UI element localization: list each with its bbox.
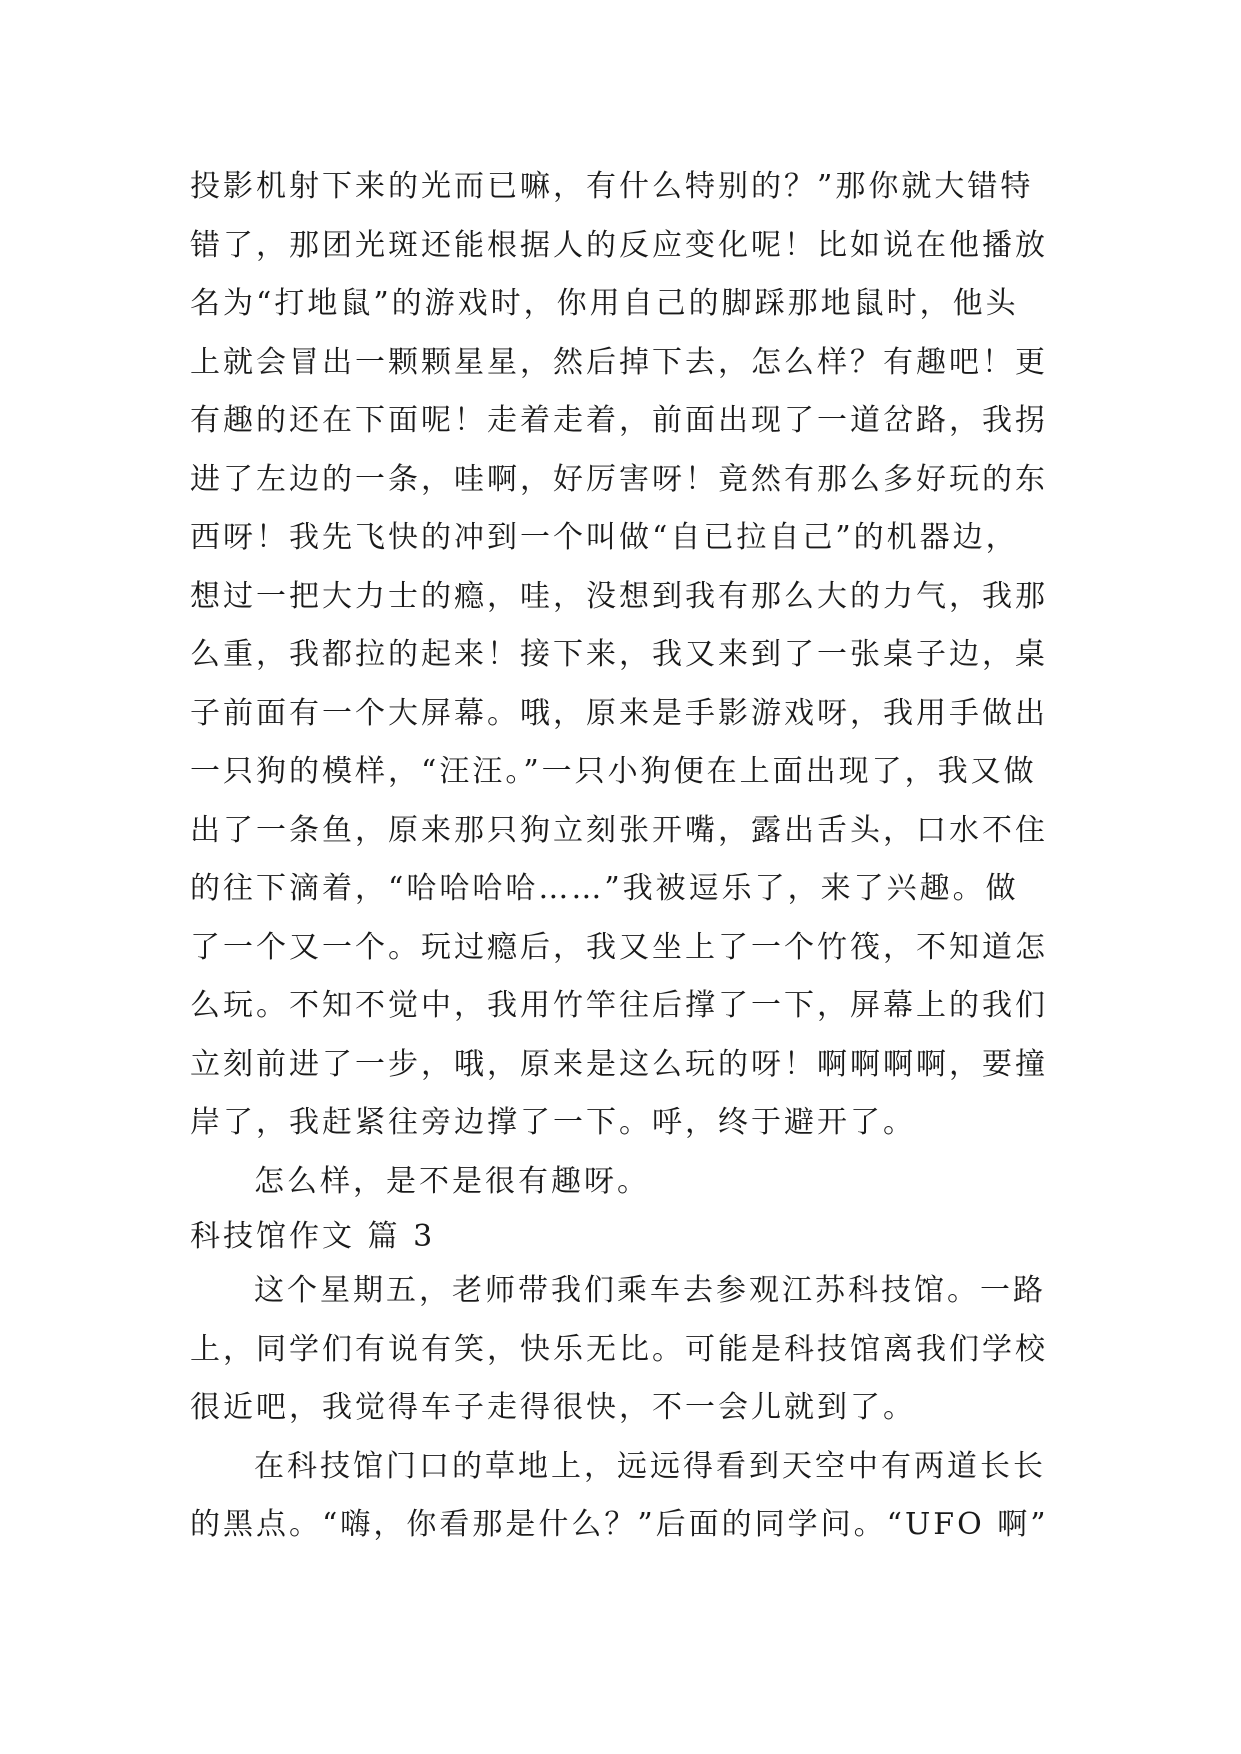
text-line: 错了，那团光斑还能根据人的反应变化呢！比如说在他播放: [190, 227, 1048, 263]
text-line: 立刻前进了一步，哦，原来是这么玩的呀！啊啊啊啊，要撞: [190, 1046, 1048, 1082]
essay-text: [190, 158, 1070, 1555]
paragraph-3: [190, 1262, 1070, 1438]
text-line: 么玩。不知不觉中，我用竹竿往后撑了一下，屏幕上的我们: [190, 988, 1048, 1023]
text-line: 的黑点。“嗨，你看那是什么？”后面的同学问。“UFO 啊”: [190, 1507, 1049, 1542]
text-line: 有趣的还在下面呢！走着走着，前面出现了一道岔路，我拐: [190, 403, 1048, 438]
text-line: 西呀！我先飞快的冲到一个叫做“自已拉自己”的机器边，: [190, 520, 1019, 555]
section-heading: 科技馆作文 篇 3: [190, 1219, 436, 1254]
text-line: 的往下滴着，“哈哈哈哈……”我被逗乐了，来了兴趣。做: [190, 871, 1019, 906]
text-line: 子前面有一个大屏幕。哦，原来是手影游戏呀，我用手做出: [190, 695, 1048, 731]
text-line: 投影机射下来的光而已嘛，有什么特别的？”那你就大错特: [190, 169, 1034, 204]
text-line: 了一个又一个。玩过瘾后，我又坐上了一个竹筏，不知道怎: [190, 929, 1048, 965]
text-line: 么重，我都拉的起来！接下来，我又来到了一张桌子边，桌: [190, 637, 1048, 672]
text-line: 上就会冒出一颗颗星星，然后掉下去，怎么样？有趣吧！更: [190, 344, 1048, 380]
text-line: 上，同学们有说有笑，快乐无比。可能是科技馆离我们学校: [190, 1331, 1048, 1367]
text-line: 在科技馆门口的草地上，远远得看到天空中有两道长长: [254, 1448, 1046, 1484]
text-line: 进了左边的一条，哇啊，好厉害呀！竟然有那么多好玩的东: [190, 461, 1048, 497]
paragraph-4: [190, 1438, 1070, 1555]
paragraph-2: [190, 1153, 1070, 1212]
paragraph-1: [190, 158, 1070, 1153]
text-line: 这个星期五，老师带我们乘车去参观江苏科技馆。一路: [254, 1273, 1046, 1308]
text-line: 很近吧，我觉得车子走得很快，不一会儿就到了。: [190, 1390, 916, 1425]
text-line: 名为“打地鼠”的游戏时，你用自己的脚踩那地鼠时，他头: [190, 286, 1019, 321]
text-line: 想过一把大力士的瘾，哇，没想到我有那么大的力气，我那: [190, 578, 1048, 614]
text-line: 一只狗的模样，“汪汪。”一只小狗便在上面出现了，我又做: [190, 754, 1037, 789]
text-line: 岸了，我赶紧往旁边撑了一下。呼，终于避开了。: [190, 1105, 916, 1140]
text-line: 出了一条鱼，原来那只狗立刻张开嘴，露出舌头，口水不住: [190, 812, 1048, 848]
text-line: 怎么样，是不是很有趣呀。: [254, 1163, 650, 1199]
